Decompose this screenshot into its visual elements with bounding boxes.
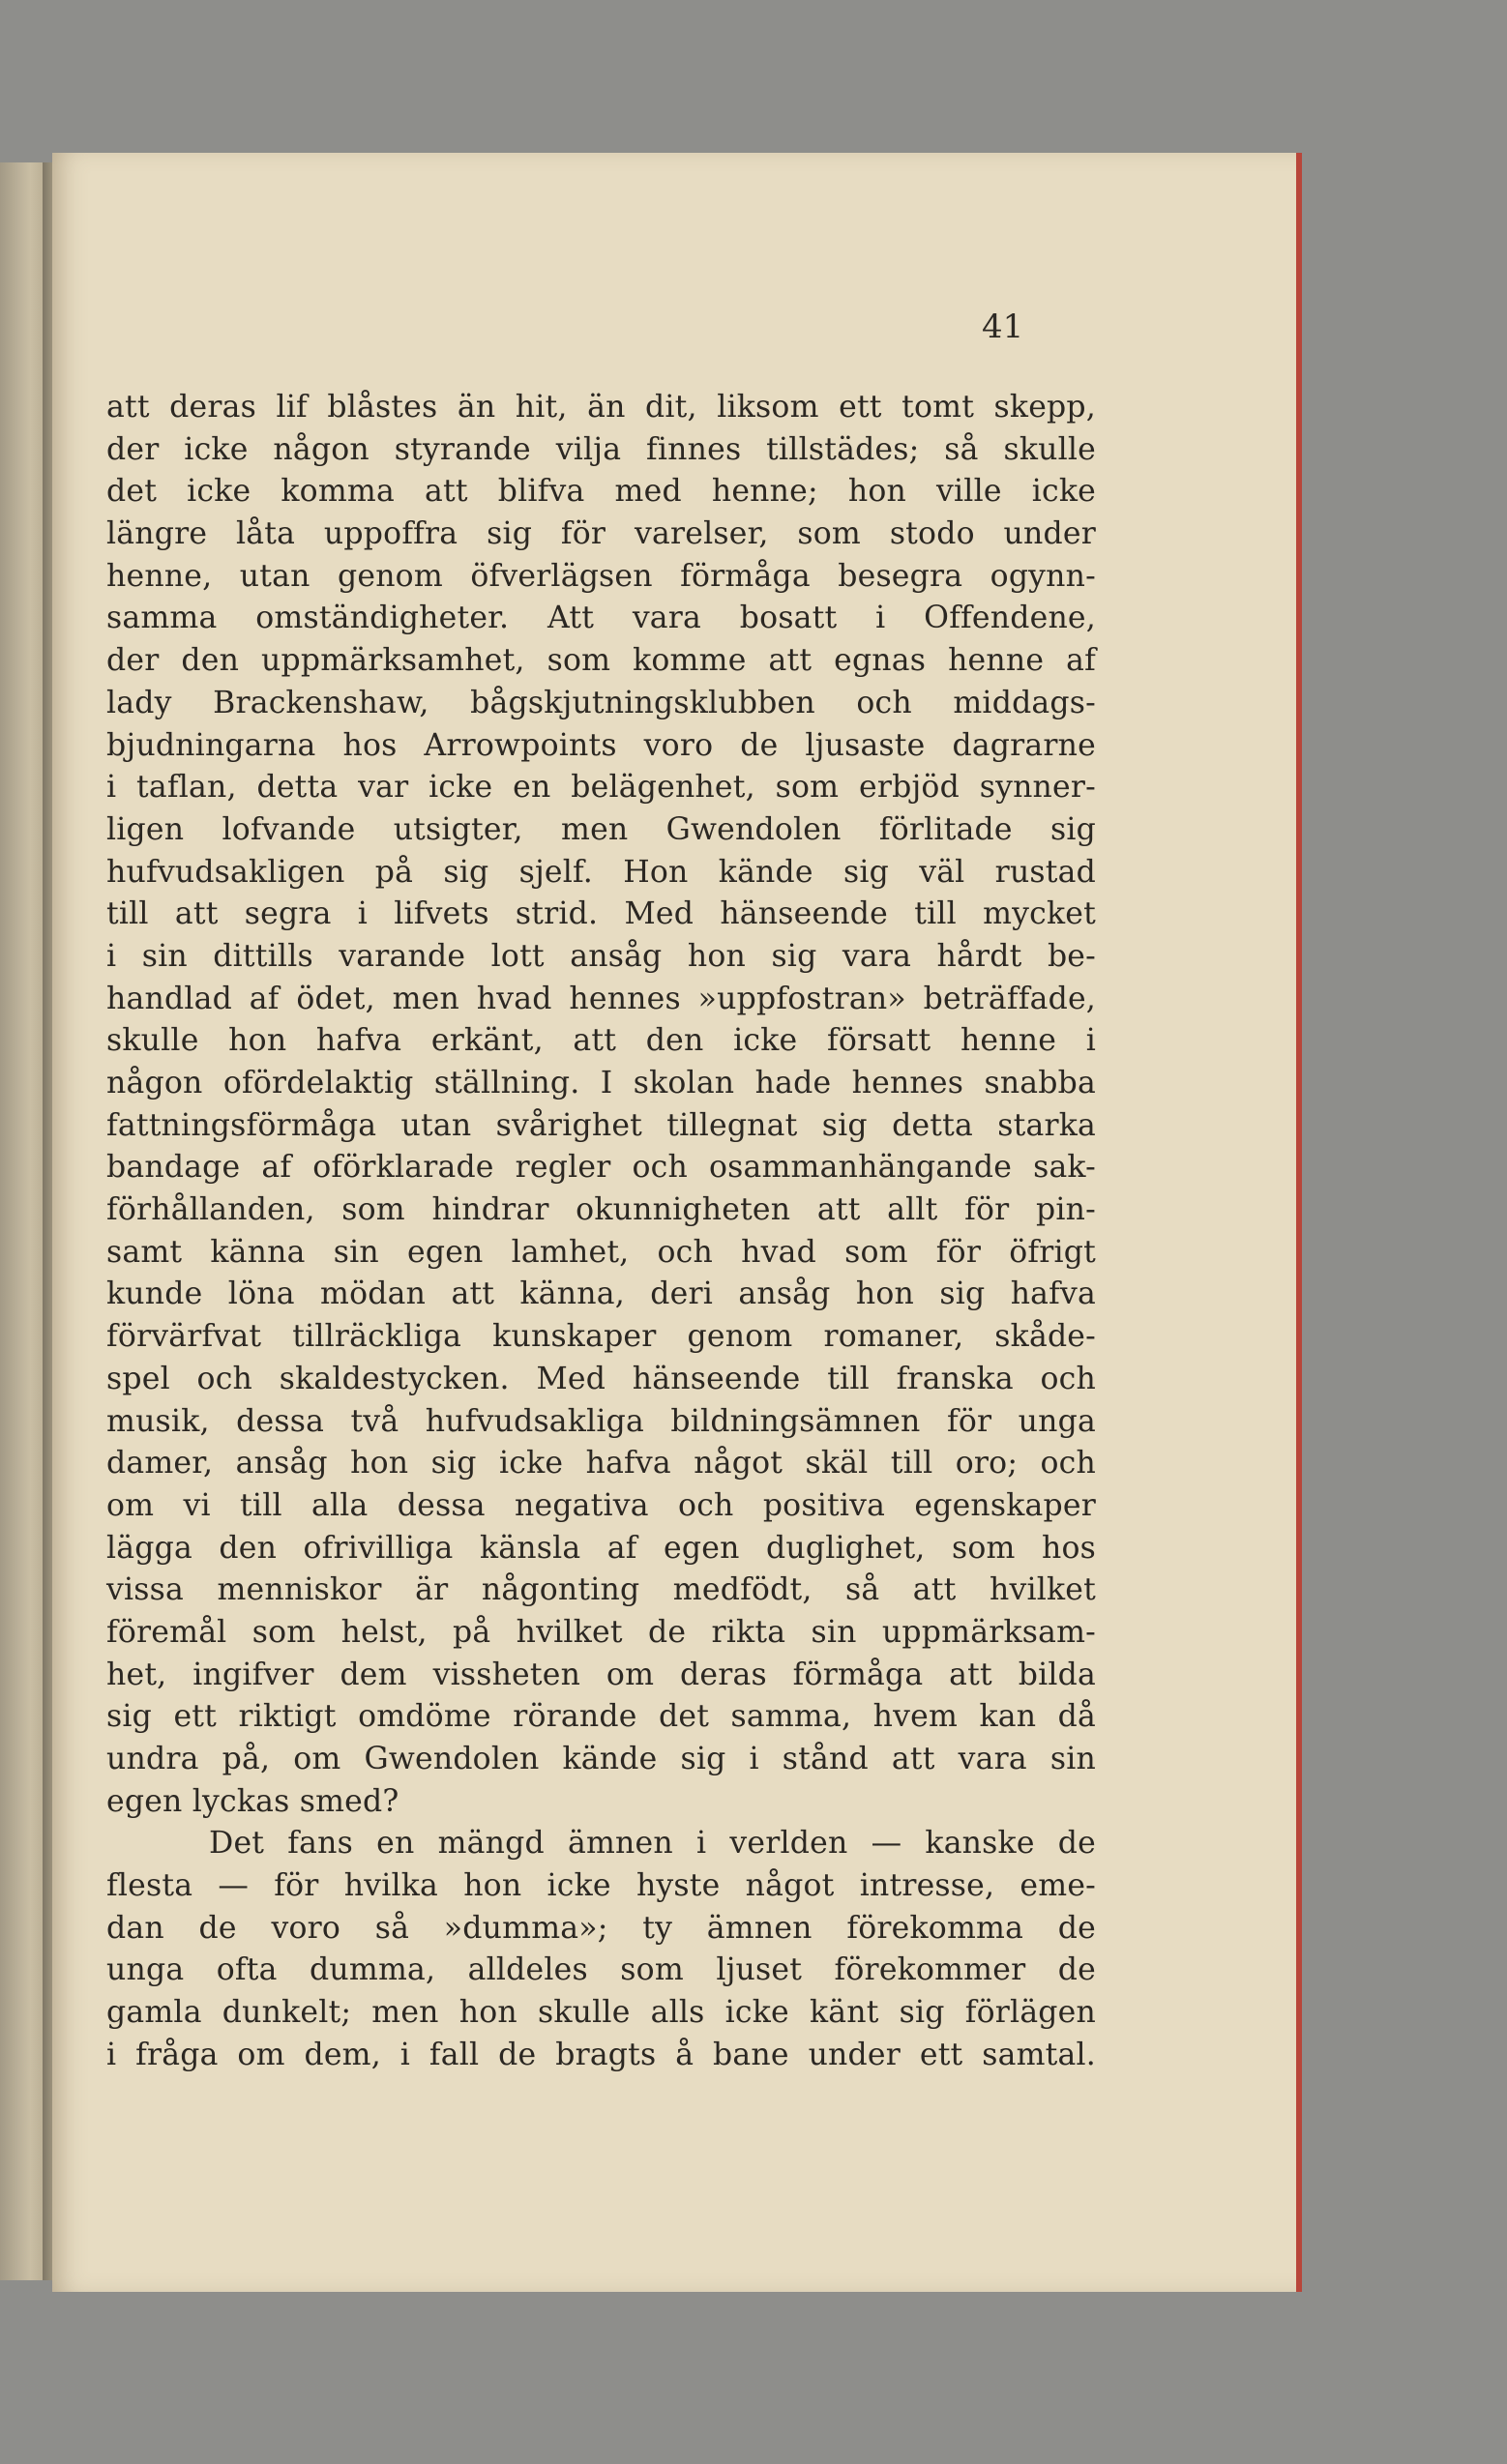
text-line: om vi till alla dessa negativa och positiva egenskaper [106, 1487, 1096, 1523]
text-line: unga ofta dumma, alldeles som ljuset förekommer de [106, 1952, 1096, 1988]
text-line: flesta — för hvilka hon icke hyste något intresse, eme- [106, 1868, 1096, 1904]
text-line: bjudningarna hos Arrowpoints voro de ljusaste dagrarne [106, 727, 1096, 763]
text-line: sig ett riktigt omdöme rörande det samma, hvem kan då [106, 1699, 1096, 1735]
text-line: att deras lif blåstes än hit, än dit, liksom ett tomt skepp, [106, 390, 1096, 425]
text-line: föremål som helst, på hvilket de rikta sin uppmärksam- [106, 1614, 1096, 1650]
text-line: i sin dittills varande lott ansåg hon sig vara hårdt be- [106, 938, 1096, 974]
text-line: fattningsförmåga utan svårighet tillegnat sig detta starka [106, 1107, 1096, 1143]
text-line: hufvudsakligen på sig sjelf. Hon kände sig väl rustad [106, 854, 1096, 890]
text-line: det icke komma att blifva med henne; hon ville icke [106, 474, 1096, 510]
text-line: i fråga om dem, i fall de bragts å bane under ett samtal. [106, 2037, 1096, 2072]
text-line: samt känna sin egen lamhet, och hvad som för öfrigt [106, 1234, 1096, 1270]
page-red-edge [1296, 153, 1302, 2292]
text-line: gamla dunkelt; men hon skulle alls icke känt sig förlägen [106, 1995, 1096, 2031]
text-line: någon ofördelaktig ställning. I skolan hade hennes snabba [106, 1066, 1096, 1100]
text-line: der den uppmärksamhet, som komme att egnas henne af [106, 643, 1096, 679]
text-line: till att segra i lifvets strid. Med hänseende till mycket [106, 896, 1096, 932]
text-line: vissa menniskor är någonting medfödt, så att hvilket [106, 1572, 1096, 1608]
text-line: i taflan, detta var icke en belägenhet, som erbjöd synner- [106, 770, 1096, 806]
text-line: spel och skaldestycken. Med hänseende till franska och [106, 1361, 1096, 1396]
text-line: ligen lofvande utsigter, men Gwendolen förlitade sig [106, 811, 1096, 847]
text-line: Det fans en mängd ämnen i verlden — kanske de [209, 1826, 1096, 1862]
text-line: der icke någon styrande vilja finnes tillstädes; så skulle [106, 431, 1096, 467]
text-line: bandage af oförklarade regler och osammanhängande sak- [106, 1150, 1096, 1186]
text-line: samma omständigheter. Att vara bosatt i Offendene, [106, 601, 1096, 636]
text-line: handlad af ödet, men hvad hennes »uppfostran» beträffade, [106, 981, 1096, 1016]
text-line: skulle hon hafva erkänt, att den icke försatt henne i [106, 1023, 1096, 1059]
text-line: het, ingifver dem vissheten om deras förmåga att bilda [106, 1657, 1096, 1692]
text-line: musik, dessa två hufvudsakliga bildningsämnen för unga [106, 1403, 1096, 1439]
page-number: 41 [982, 308, 1024, 346]
text-line: dan de voro så »dumma»; ty ämnen förekomma de [106, 1910, 1096, 1946]
text-line: undra på, om Gwendolen kände sig i stånd att vara sin [106, 1742, 1096, 1776]
text-line: damer, ansåg hon sig icke hafva något skäl till oro; och [106, 1446, 1096, 1481]
body-text [106, 387, 1096, 2077]
text-line: lägga den ofrivilliga känsla af egen duglighet, som hos [106, 1530, 1096, 1566]
text-line: förhållanden, som hindrar okunnigheten att allt för pin- [106, 1192, 1096, 1228]
text-line: förvärfvat tillräckliga kunskaper genom romaner, skåde- [106, 1319, 1096, 1355]
text-line: egen lyckas smed? [106, 1783, 399, 1819]
text-line: lady Brackenshaw, bågskjutningsklubben och middags- [106, 685, 1096, 720]
text-line: kunde löna mödan att känna, deri ansåg hon sig hafva [106, 1276, 1096, 1312]
text-line: henne, utan genom öfverlägsen förmåga besegra ogynn- [106, 558, 1096, 594]
text-line: längre låta uppoffra sig för varelser, som stodo under [106, 516, 1096, 552]
